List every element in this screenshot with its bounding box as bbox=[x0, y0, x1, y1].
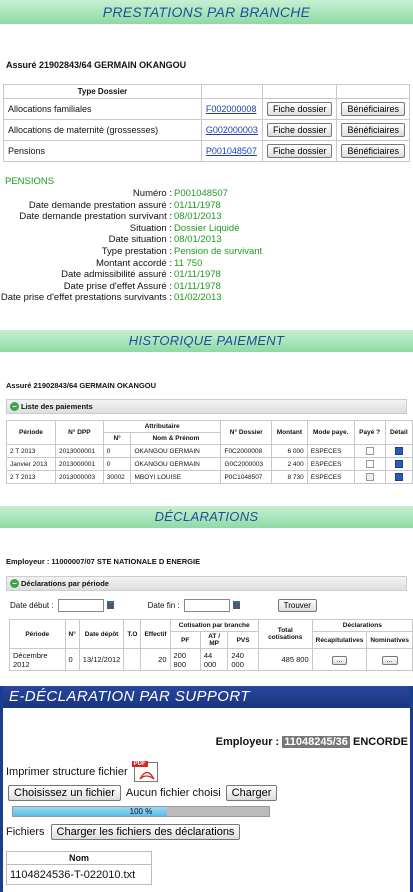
files-table bbox=[6, 851, 152, 885]
date-debut-input[interactable] bbox=[58, 599, 104, 612]
detail-row bbox=[0, 258, 413, 270]
type-dossier-header: Type Dossier bbox=[4, 85, 202, 99]
collapse-icon[interactable]: − bbox=[10, 579, 19, 588]
panel-title: Déclarations par période bbox=[21, 579, 109, 588]
assure-label: Assuré 21902843/64 GERMAIN OKANGOU bbox=[6, 381, 157, 390]
pdf-icon[interactable] bbox=[134, 762, 158, 782]
declarations-band: DÉCLARATIONS bbox=[0, 506, 413, 528]
col-header: N° Dossier bbox=[221, 421, 272, 445]
detail-key: Montant accordé : bbox=[95, 257, 172, 269]
date-fin-input[interactable] bbox=[184, 599, 230, 612]
date-filter bbox=[10, 597, 413, 613]
detail-key: Date prise d'effet prestations survivants : bbox=[0, 292, 172, 304]
col-header: N° bbox=[103, 433, 131, 445]
detail-key: Date demande prestation assuré : bbox=[28, 199, 172, 211]
cell: 8 730 bbox=[272, 471, 308, 484]
table-row bbox=[7, 471, 413, 484]
beneficiaires-button[interactable]: Bénéficiaires bbox=[341, 123, 405, 137]
paye-checkbox[interactable] bbox=[366, 447, 374, 455]
col-header: Déclarations bbox=[312, 620, 412, 632]
pension-details bbox=[0, 188, 413, 304]
panel-title: Liste des paiements bbox=[21, 402, 93, 411]
employeur-name: ENCORDE bbox=[352, 736, 408, 748]
table-row bbox=[7, 445, 413, 458]
cell: ESPECES bbox=[307, 471, 354, 484]
collapse-icon[interactable]: − bbox=[10, 402, 19, 411]
col-header: Payé ? bbox=[354, 421, 385, 445]
detail-row bbox=[0, 200, 413, 212]
cell: MBOYI LOUISE bbox=[131, 471, 221, 484]
table-row bbox=[4, 141, 410, 162]
col-header: T.O bbox=[124, 620, 141, 649]
col-header: Période bbox=[10, 620, 66, 649]
imprimer-label: Imprimer structure fichier bbox=[6, 766, 128, 778]
dossiers-table bbox=[3, 84, 410, 162]
table-row bbox=[7, 458, 413, 471]
cell: Décembre 2012 bbox=[10, 649, 66, 671]
detail-row bbox=[0, 234, 413, 246]
detail-value: 08/01/2013 bbox=[174, 234, 222, 246]
detail-value: 01/11/1978 bbox=[174, 269, 221, 281]
detail-key: Date situation : bbox=[108, 234, 172, 246]
dossier-link[interactable]: F002000008 bbox=[205, 104, 257, 114]
assure-label: Assuré 21902843/64 GERMAIN OKANGOU bbox=[6, 60, 187, 70]
cell: Janvier 2013 bbox=[7, 458, 56, 471]
col-header: Cotisation par branche bbox=[170, 620, 258, 632]
detail-key: Date admissibilité assuré : bbox=[61, 269, 172, 281]
fiche-dossier-button[interactable]: Fiche dossier bbox=[267, 144, 333, 158]
no-file-label: Aucun fichier choisi bbox=[125, 787, 221, 799]
detail-value: P001048507 bbox=[174, 188, 228, 199]
col-header: N° bbox=[65, 620, 79, 649]
col-header: Effectif bbox=[141, 620, 170, 649]
edecl-band: E-DÉCLARATION PAR SUPPORT bbox=[3, 686, 410, 708]
fichiers-row bbox=[6, 824, 240, 840]
detail-key: Numéro : bbox=[132, 188, 172, 199]
cell: 2 T 2013 bbox=[7, 471, 56, 484]
progress-bar bbox=[12, 806, 270, 817]
dossier-link[interactable]: P001048507 bbox=[205, 146, 257, 156]
detail-key: Date demande prestation survivant : bbox=[19, 211, 172, 223]
cell: OKANGOU GERMAIN bbox=[131, 458, 221, 471]
detail-value: 01/02/2013 bbox=[174, 292, 222, 304]
detail-value: 01/11/1978 bbox=[174, 199, 221, 211]
panel-header[interactable] bbox=[6, 576, 407, 591]
cell: 240 000 bbox=[228, 649, 258, 671]
declarations-panel bbox=[0, 576, 413, 671]
edecl-employeur bbox=[216, 736, 408, 748]
col-header: Total cotisations bbox=[258, 620, 312, 649]
col-header: Attributaire bbox=[103, 421, 221, 433]
trouver-button[interactable]: Trouver bbox=[278, 599, 317, 612]
cell: 0 bbox=[103, 445, 131, 458]
cell: ESPECES bbox=[307, 445, 354, 458]
cell: F0C2000008 bbox=[221, 445, 272, 458]
cell: 200 800 bbox=[170, 649, 200, 671]
cell: 44 000 bbox=[200, 649, 228, 671]
col-header: AT / MP bbox=[200, 632, 228, 649]
detail-value: 01/11/1978 bbox=[174, 280, 221, 292]
detail-row bbox=[0, 281, 413, 293]
detail-row bbox=[0, 188, 413, 200]
type-cell: Allocations familiales bbox=[4, 99, 202, 120]
detail-key: Situation : bbox=[129, 222, 172, 234]
upload-row bbox=[8, 785, 277, 801]
cell: 485 800 bbox=[258, 649, 312, 671]
cell: 0 bbox=[65, 649, 79, 671]
calendar-icon[interactable] bbox=[233, 601, 240, 609]
pensions-title: PENSIONS bbox=[5, 176, 55, 187]
detail-key: Date prise d'effet Assuré : bbox=[63, 280, 172, 292]
cell: 2013000001 bbox=[55, 445, 103, 458]
charger-button[interactable]: Charger bbox=[226, 785, 278, 801]
employeur-label: Employeur : bbox=[215, 736, 280, 748]
nom-header: Nom bbox=[7, 852, 152, 865]
file-name-cell[interactable]: 1104824536-T-022010.txt bbox=[7, 865, 152, 885]
edecl-container bbox=[0, 686, 413, 892]
col-header: PF bbox=[170, 632, 200, 649]
detail-edit-icon[interactable] bbox=[395, 473, 403, 481]
declarations-table bbox=[9, 619, 413, 671]
detail-row bbox=[0, 211, 413, 223]
cell: 30002 bbox=[103, 471, 131, 484]
table-row bbox=[4, 120, 410, 141]
employeur-label: Employeur : 11000007/07 STE NATIONALE D ENERGIE bbox=[6, 557, 201, 566]
date-debut-label: Date début : bbox=[10, 600, 54, 610]
detail-value: 08/01/2013 bbox=[174, 211, 222, 223]
col-header: Mode paye. bbox=[307, 421, 354, 445]
cell bbox=[124, 649, 141, 671]
paye-checkbox[interactable] bbox=[366, 460, 374, 468]
pdf-label: PDF bbox=[133, 761, 146, 767]
table-row bbox=[7, 865, 152, 885]
detail-value: Pension de survivant bbox=[174, 245, 263, 257]
employeur-number: 11048245/36 bbox=[284, 736, 348, 748]
paiements-panel bbox=[0, 399, 413, 484]
paiements-table bbox=[6, 420, 413, 484]
cell: OKANGOU GERMAIN bbox=[131, 445, 221, 458]
choose-file-button[interactable]: Choisissez un fichier bbox=[8, 785, 121, 801]
cell: 20 bbox=[141, 649, 170, 671]
beneficiaires-button[interactable]: Bénéficiaires bbox=[341, 144, 405, 158]
cell: 2013000003 bbox=[55, 471, 103, 484]
date-fin-label: Date fin : bbox=[147, 600, 180, 610]
detail-row bbox=[0, 223, 413, 235]
imprimer-row bbox=[6, 762, 158, 782]
cell: 2 400 bbox=[272, 458, 308, 471]
detail-value: 11 750 bbox=[174, 257, 203, 269]
beneficiaires-button[interactable]: Bénéficiaires bbox=[341, 102, 405, 116]
col-header: Nom & Prénom bbox=[131, 433, 221, 445]
progress-label: 100 % bbox=[129, 807, 153, 816]
col-header: PVS bbox=[228, 632, 258, 649]
cell: 2 T 2013 bbox=[7, 445, 56, 458]
detail-row bbox=[0, 292, 413, 304]
nominative-button[interactable]: ... bbox=[382, 656, 398, 665]
col-header: N° DPP bbox=[55, 421, 103, 445]
fichiers-label: Fichiers bbox=[6, 826, 45, 838]
cell: G0C2000003 bbox=[221, 458, 272, 471]
table-row bbox=[4, 99, 410, 120]
prestations-band: PRESTATIONS PAR BRANCHE bbox=[0, 0, 413, 24]
paye-checkbox[interactable] bbox=[366, 473, 374, 481]
cell: 0 bbox=[103, 458, 131, 471]
cell: ESPECES bbox=[307, 458, 354, 471]
detail-row bbox=[0, 246, 413, 258]
table-row bbox=[10, 649, 413, 671]
detail-row bbox=[0, 269, 413, 281]
col-header: Montant bbox=[272, 421, 308, 445]
detail-edit-icon[interactable] bbox=[395, 447, 403, 455]
cell: 13/12/2012 bbox=[79, 649, 124, 671]
historique-band: HISTORIQUE PAIEMENT bbox=[0, 330, 413, 352]
col-header: Nominatives bbox=[367, 632, 413, 649]
col-header: Récapitulatives bbox=[312, 632, 367, 649]
col-header: Période bbox=[7, 421, 56, 445]
calendar-icon[interactable] bbox=[107, 601, 114, 609]
cell: 2013000001 bbox=[55, 458, 103, 471]
detail-edit-icon[interactable] bbox=[395, 460, 403, 468]
col-header: Date dépôt bbox=[79, 620, 124, 649]
panel-header[interactable] bbox=[6, 399, 407, 414]
recap-button[interactable]: ... bbox=[332, 656, 348, 665]
detail-value: Dossier Liquidé bbox=[174, 222, 240, 234]
fiche-dossier-button[interactable]: Fiche dossier bbox=[267, 123, 333, 137]
cell: 6 000 bbox=[272, 445, 308, 458]
col-header: Détail bbox=[385, 421, 412, 445]
fiche-dossier-button[interactable]: Fiche dossier bbox=[267, 102, 333, 116]
charger-declarations-button[interactable]: Charger les fichiers des déclarations bbox=[51, 824, 241, 840]
detail-key: Type prestation : bbox=[101, 245, 172, 257]
dossiers-table-wrap bbox=[0, 84, 413, 162]
dossier-link[interactable]: G002000003 bbox=[205, 125, 258, 135]
cell: P0C1048507 bbox=[221, 471, 272, 484]
type-cell: Pensions bbox=[4, 141, 202, 162]
type-cell: Allocations de maternité (grossesses) bbox=[4, 120, 202, 141]
